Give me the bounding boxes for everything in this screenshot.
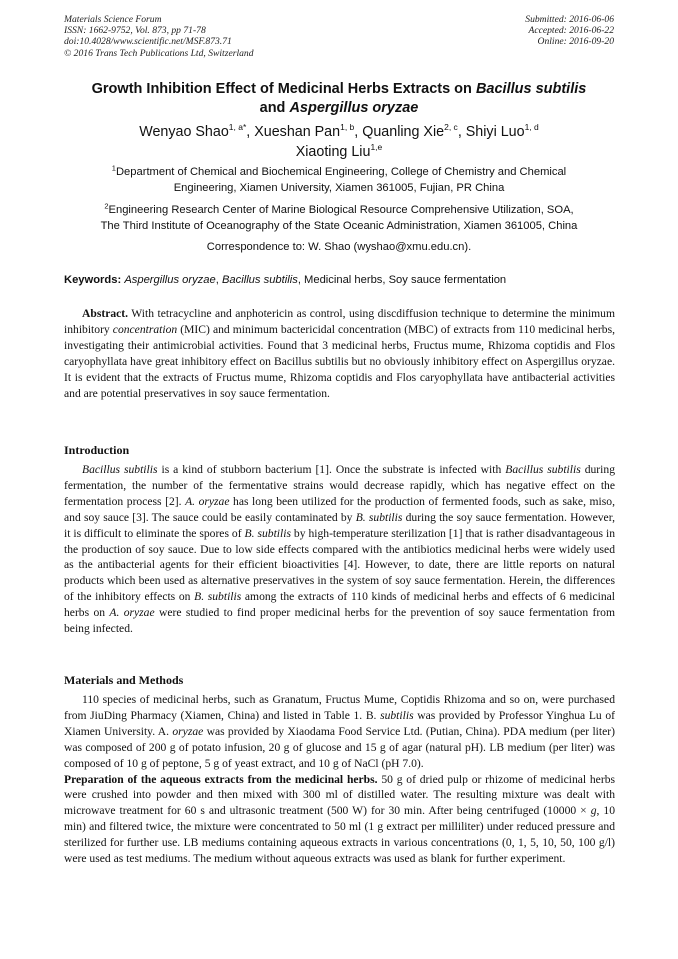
correspondence: Correspondence to: W. Shao (wyshao@xmu.edu.cn). [206,241,472,253]
author-name: Shiyi Luo [465,124,525,140]
doi-line[interactable]: doi:10.4028/www.scientific.net/MSF.873.71 [64,36,232,48]
accepted-date: Accepted: 2016-06-22 [528,25,614,37]
section-heading-introduction: Introduction [64,443,130,457]
author-name: Xueshan Pan [254,124,341,140]
copyright-line: © 2016 Trans Tech Publications Ltd, Switzerland [64,47,254,59]
submitted-date: Submitted: 2016-06-06 [525,14,614,25]
keywords: Keywords: Aspergillus oryzae, Bacillus subtilis, Medicinal herbs, Soy sauce fermentation [64,274,507,286]
methods-paragraph-1: 110 species of medicinal herbs, such as Granatum, Fructus Mume, Coptidis Rhizoma and so on, were purchased from JiuDing Pharmacy (Xiamen, China) and listed in Table 1. B. subtilis was provided by Professor Yinghua Lu of Xiamen University. A. oryzae was provided by Xiaodama Food Service Ltd. (Putian, China). PDA medium (per liter) was composed of 200 g of potato infusion, 20 g of glucose and 15 g of agar (natural pH). LB medium (per liter) was composed of 10 g of peptone, 5 g of yeast extract, and 10 g of NaCl (pH 7.0). [64,693,615,770]
introduction-paragraph: Bacillus subtilis is a kind of stubborn bacterium [1]. Once the substrate is infected with Bacillus subtilis during fermentation, the number of the fermentative strains would decrease rapidly, which has negative effect on the fermentation process [2]. A. oryzae has long been utilized for the production of fermented foods, such as sake, miso, and soy sauce [3]. The sauce could be easily contaminated by B. subtilis during the soy sauce fermentation. However, it is difficult to eliminate the spores of B. subtilis by high-temperature sterilization [1] that is rather disadvantageous in the production of soy sauce. Due to low side effects compared with the antibiotics medicinal herbs were widely used as the antibacterial agents for their efficient bioactivities [4]. However, to date, there are little reports on natural products which been used as alternative preservatives in the system of soy sauce fermentation. Herein, the differences of the inhibitory effects on B. subtilis among the extracts of 110 kinds of medicinal herbs and effects of 6 medicinal herbs on A. oryzae were studied to find proper medicinal herbs for the prevention of soy sauce fermentation from being infected. [64,463,615,636]
methods-section [64,692,615,867]
author-name: Xiaoting Liu [295,144,371,160]
journal-header [64,14,254,59]
journal-name: Materials Science Forum [64,14,162,25]
affiliation-2: $^2$Engineering Research Center of Marine Biological Resource Comprehensive Utilization, SOA, The Third Institute of Oceanography of the State Oceanic Administration, Xiamen 361005, China [100,201,578,232]
section-heading-methods: Materials and Methods [64,673,184,687]
dates-header [525,14,614,48]
abstract-label: Abstract. [82,307,129,320]
keywords-label: Keywords: [64,274,122,286]
online-date: Online: 2016-09-20 [537,36,614,48]
author-list: Wenyao Shao$^{1, a*}$, Xueshan Pan$^{1, b}$, Quanling Xie$^{2, c}$, Shiyi Luo$^{1, d}$ Xiaoting Liu$^{1,e}$ [139,122,539,160]
author-name: Wenyao Shao [139,124,229,140]
issn-line: ISSN: 1662-9752, Vol. 873, pp 71-78 [64,25,206,37]
methods-paragraph-2: Preparation of the aqueous extracts from the medicinal herbs. 50 g of dried pulp or rhizome of medicinal herbs were crushed into powder and then mixed with 300 ml of distilled water. The resulting mixture was dealt with microwave treatment for 60 s and ultrasonic treatment (500 W) for 30 min. After being centrifuged (10000 × g, 10 min) and filtered twice, the mixture were concentrated to 50 ml (1 g extract per milliliter) under reduced pressure and sterilized for further use. LB mediums containing aqueous extracts in various concentrations (0, 1, 5, 10, 50, 100 g/l) were used as test mediums. The medium without aqueous extracts was used as blank for further experiment. [64,772,616,866]
paper-title: Growth Inhibition Effect of Medicinal Herbs Extracts on Bacillus subtilis and Aspergillus oryzae [91,81,587,116]
author-name: Quanling Xie [362,124,445,140]
abstract: Abstract. With tetracycline and anphotericin as control, using discdiffusion technique to determine the minimum inhibitory concentration (MIC) and minimum bactericidal concentration (MBC) of extracts from 110 medicinal herbs, investigating their antimicrobial activities. Found that 3 medicinal herbs, Fructus mume, Rhizoma coptidis and Flos caryophyllata have great inhibitory effect on Bacillus subtilis but no obviously inhibitory effect on Aspergillus oryzae. It is evident that the extracts of Fructus mume, Rhizoma coptidis and Flos caryophyllata have antibacterial activities and are potential preservatives in soy sauce fermentation. [64,307,615,400]
subsection-heading: Preparation of the aqueous extracts from the medicinal herbs. [64,772,378,786]
affiliation-1: $^1$Department of Chemical and Biochemical Engineering, College of Chemistry and Chemical Engineering, Xiamen University, Xiamen 361005, Fujian, PR China [111,163,567,194]
